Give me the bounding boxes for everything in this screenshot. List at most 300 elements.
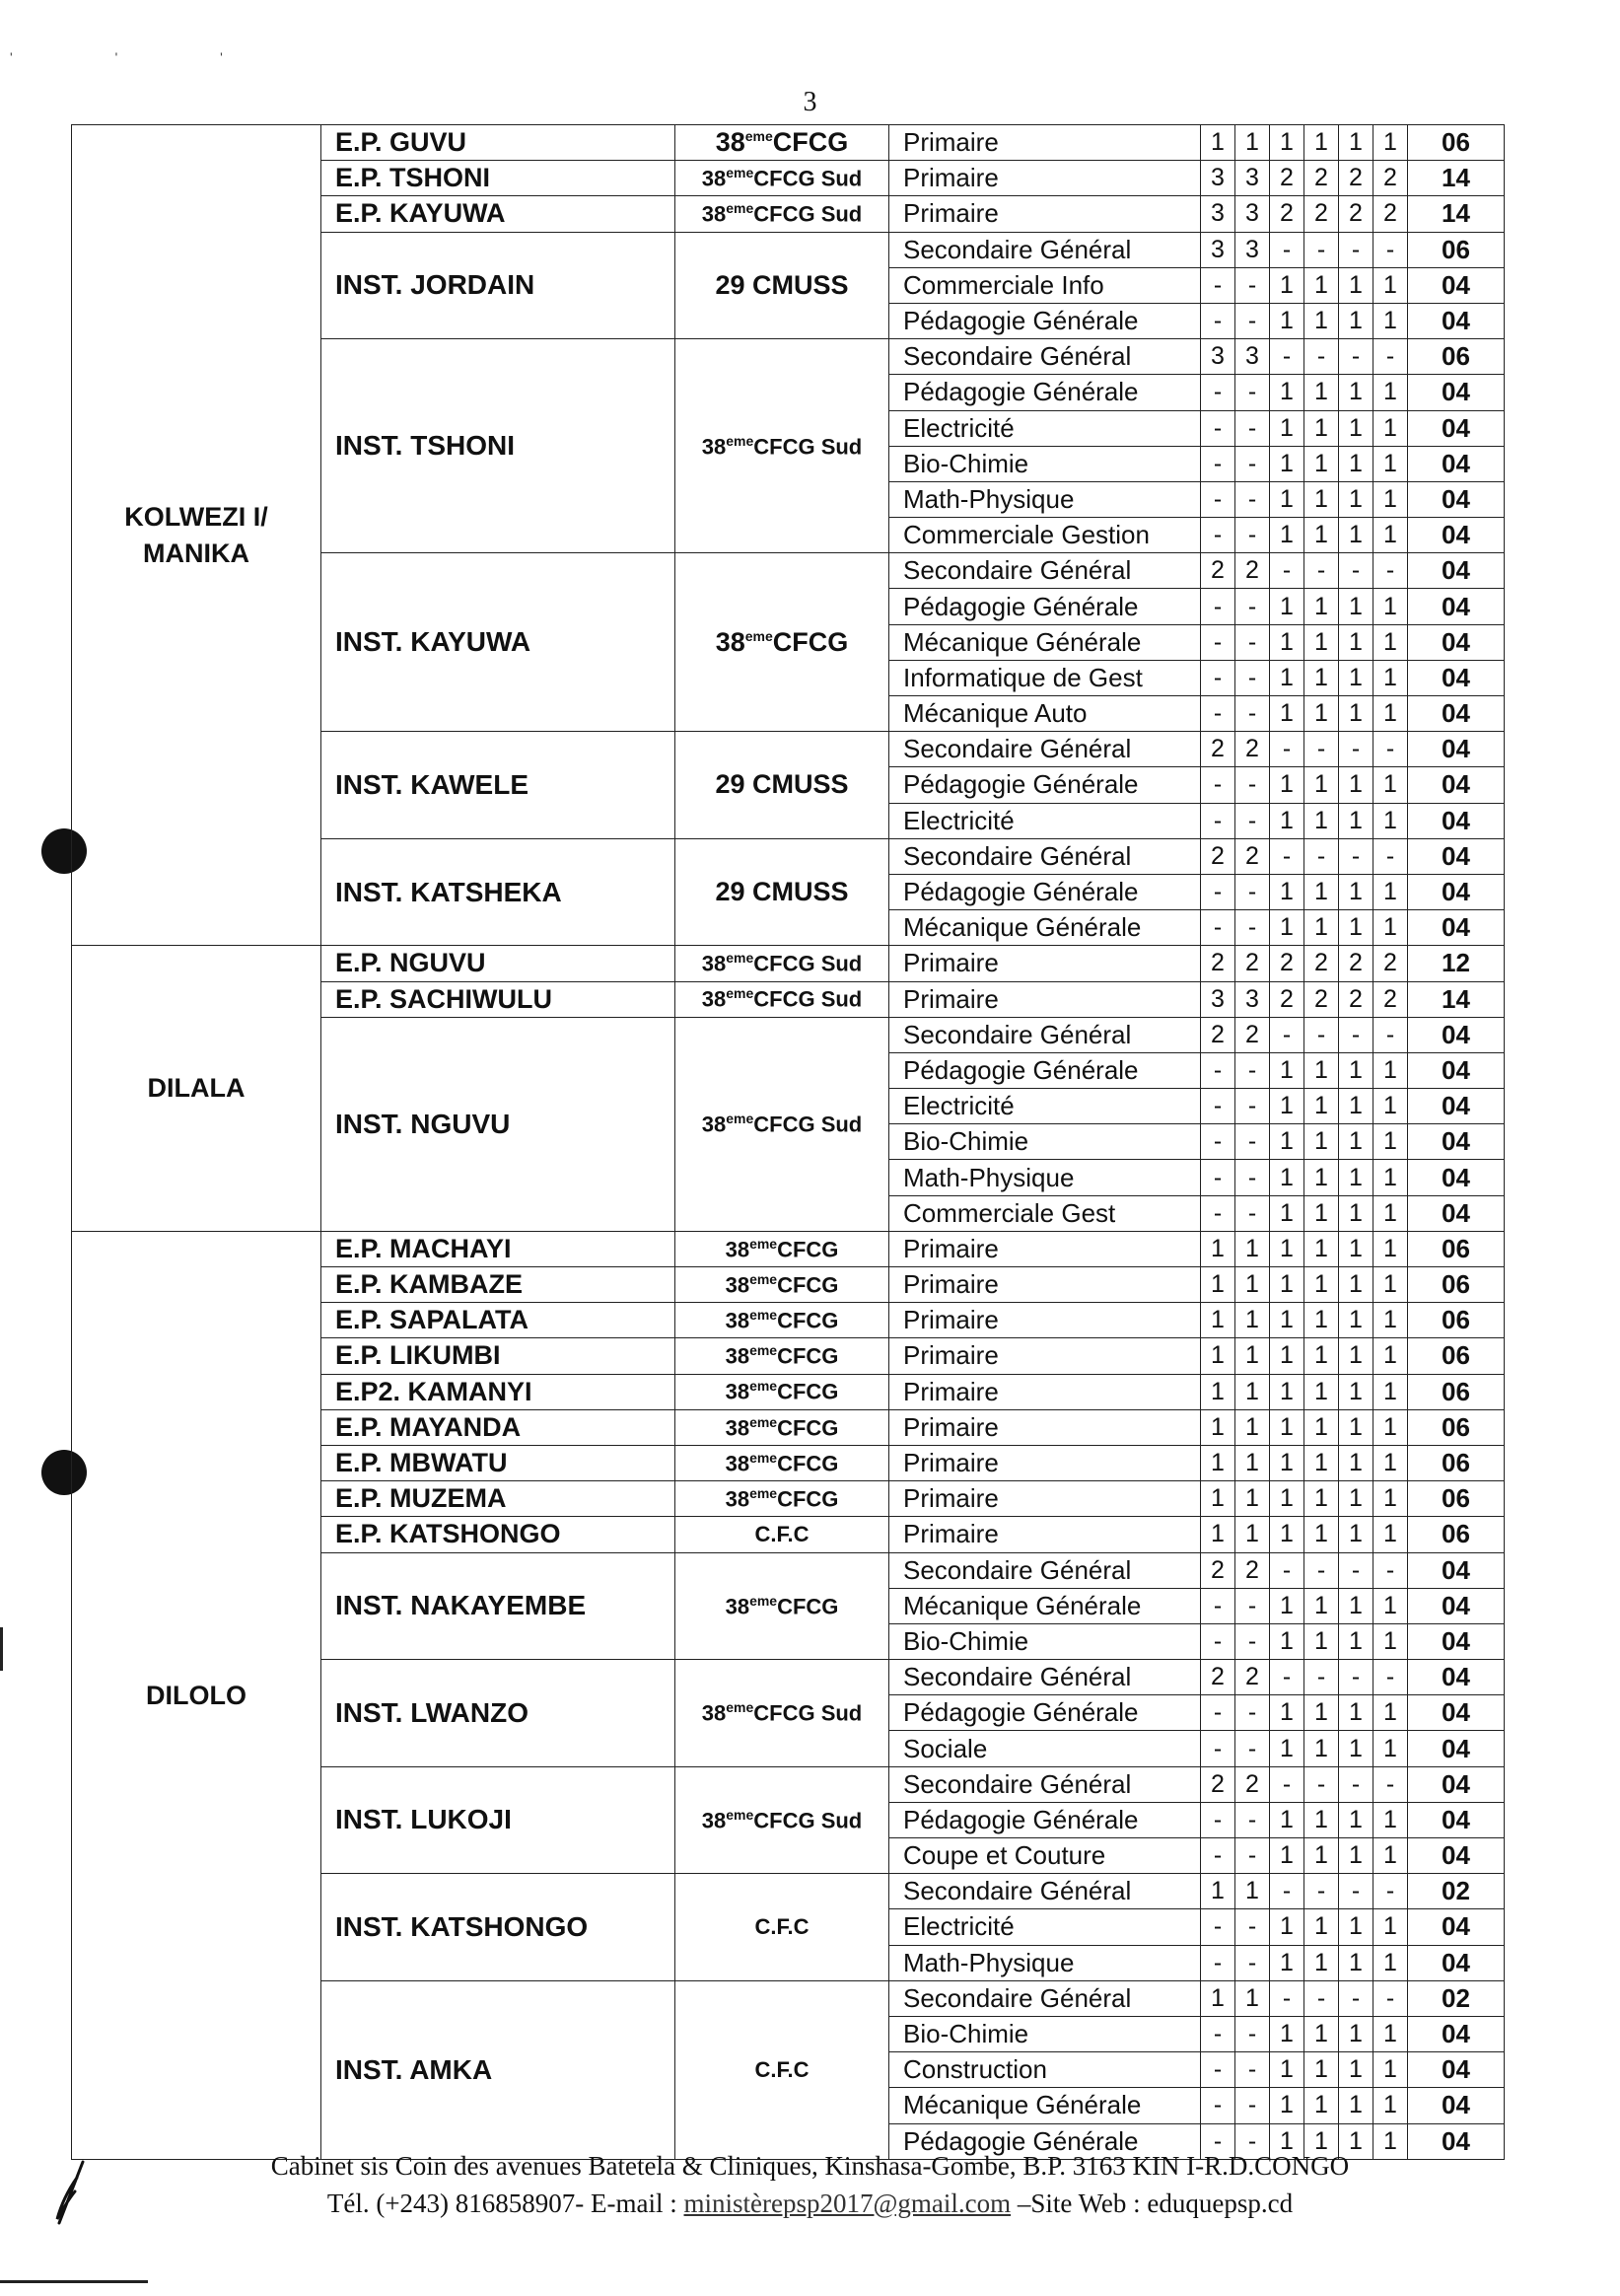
count-cell: - (1339, 1017, 1373, 1052)
count-cell: 1 (1304, 1481, 1339, 1517)
total-cell: 04 (1408, 624, 1505, 660)
count-cell: 1 (1201, 1338, 1235, 1374)
table-row (72, 946, 1505, 981)
total-cell: 04 (1408, 1089, 1505, 1124)
school-name-cell: E.P. KAMBAZE (321, 1267, 675, 1303)
section-cell: Math-Physique (889, 1160, 1201, 1195)
count-cell: 1 (1304, 410, 1339, 446)
count-cell: 1 (1339, 1124, 1373, 1160)
count-cell: 1 (1270, 624, 1304, 660)
center-cell: 29 CMUSS (675, 838, 889, 946)
count-cell: 1 (1270, 874, 1304, 909)
count-cell: - (1304, 838, 1339, 874)
center-cell: 38emeCFCG Sud (675, 339, 889, 553)
count-cell: 2 (1304, 981, 1339, 1017)
count-cell: 1 (1304, 1338, 1339, 1374)
count-cell: - (1201, 1909, 1235, 1945)
count-cell: 1 (1270, 2016, 1304, 2051)
footer-address: Cabinet sis Coin des avenues Batetela & Cliniques, Kinshasa-Gombe, B.P. 3163 KIN I-R.D.CONGO (270, 2151, 1350, 2181)
count-cell: - (1235, 1945, 1270, 1980)
count-cell: 1 (1201, 1409, 1235, 1445)
count-cell: 2 (1235, 946, 1270, 981)
center-cell: 38emeCFCG (675, 1374, 889, 1409)
count-cell: 1 (1270, 910, 1304, 946)
count-cell: 1 (1235, 1303, 1270, 1338)
count-cell: 1 (1339, 1231, 1373, 1266)
count-cell: 2 (1270, 196, 1304, 232)
total-cell: 04 (1408, 2016, 1505, 2051)
count-cell: 1 (1201, 1980, 1235, 2016)
count-cell: - (1304, 232, 1339, 267)
total-cell: 04 (1408, 1731, 1505, 1766)
count-cell: 1 (1339, 767, 1373, 803)
center-cell: 38emeCFCG Sud (675, 196, 889, 232)
count-cell: 1 (1270, 1802, 1304, 1837)
count-cell: 1 (1339, 2052, 1373, 2088)
count-cell: 1 (1373, 125, 1408, 161)
count-cell: - (1235, 518, 1270, 553)
count-cell: - (1373, 1017, 1408, 1052)
total-cell: 04 (1408, 1802, 1505, 1837)
school-name-cell: INST. LWANZO (321, 1660, 675, 1767)
center-cell: 29 CMUSS (675, 232, 889, 339)
count-cell: 1 (1339, 446, 1373, 481)
count-cell: 1 (1373, 660, 1408, 695)
count-cell: - (1235, 767, 1270, 803)
count-cell: 2 (1373, 161, 1408, 196)
section-cell: Bio-Chimie (889, 2016, 1201, 2051)
table-row (72, 125, 1505, 161)
total-cell: 06 (1408, 1231, 1505, 1266)
count-cell: - (1339, 1552, 1373, 1588)
count-cell: 1 (1339, 1731, 1373, 1766)
count-cell: - (1235, 2052, 1270, 2088)
school-name-cell: E.P. GUVU (321, 125, 675, 161)
count-cell: 1 (1339, 1374, 1373, 1409)
count-cell: 1 (1339, 589, 1373, 624)
count-cell: - (1373, 838, 1408, 874)
school-name-cell: INST. NAKAYEMBE (321, 1552, 675, 1660)
count-cell: - (1270, 1017, 1304, 1052)
school-name-cell: INST. KATSHEKA (321, 838, 675, 946)
count-cell: 1 (1304, 660, 1339, 695)
count-cell: 1 (1270, 2088, 1304, 2123)
school-name-cell: E.P. TSHONI (321, 161, 675, 196)
count-cell: 1 (1270, 1052, 1304, 1088)
count-cell: 1 (1235, 1874, 1270, 1909)
count-cell: 1 (1270, 1124, 1304, 1160)
count-cell: 1 (1373, 1588, 1408, 1623)
section-cell: Primaire (889, 1409, 1201, 1445)
count-cell: - (1235, 1124, 1270, 1160)
count-cell: 2 (1201, 946, 1235, 981)
count-cell: 1 (1304, 2123, 1339, 2159)
count-cell: - (1235, 446, 1270, 481)
count-cell: - (1270, 232, 1304, 267)
count-cell: - (1235, 375, 1270, 410)
total-cell: 04 (1408, 518, 1505, 553)
section-cell: Primaire (889, 1374, 1201, 1409)
count-cell: 1 (1304, 2052, 1339, 2088)
section-cell: Bio-Chimie (889, 1623, 1201, 1659)
count-cell: 1 (1339, 696, 1373, 732)
count-cell: 1 (1339, 518, 1373, 553)
count-cell: 1 (1304, 1374, 1339, 1409)
section-cell: Pédagogie Générale (889, 767, 1201, 803)
section-cell: Mécanique Auto (889, 696, 1201, 732)
section-cell: Pédagogie Générale (889, 589, 1201, 624)
count-cell: 2 (1201, 1660, 1235, 1695)
school-name-cell: E.P2. KAMANYI (321, 1374, 675, 1409)
total-cell: 04 (1408, 732, 1505, 767)
count-cell: - (1201, 303, 1235, 338)
school-name-cell: E.P. KAYUWA (321, 196, 675, 232)
count-cell: - (1201, 624, 1235, 660)
count-cell: - (1373, 1766, 1408, 1802)
count-cell: - (1201, 589, 1235, 624)
count-cell: 1 (1270, 803, 1304, 838)
count-cell: 2 (1373, 981, 1408, 1017)
total-cell: 06 (1408, 339, 1505, 375)
count-cell: - (1304, 1980, 1339, 2016)
count-cell: - (1339, 1766, 1373, 1802)
count-cell: 1 (1339, 303, 1373, 338)
total-cell: 06 (1408, 1374, 1505, 1409)
scan-specks: ' ' ' (10, 49, 272, 65)
count-cell: 1 (1373, 589, 1408, 624)
total-cell: 04 (1408, 2088, 1505, 2123)
count-cell: 1 (1304, 303, 1339, 338)
total-cell: 04 (1408, 1660, 1505, 1695)
count-cell: - (1201, 1124, 1235, 1160)
count-cell: 1 (1373, 1802, 1408, 1837)
total-cell: 04 (1408, 696, 1505, 732)
count-cell: - (1201, 803, 1235, 838)
count-cell: 3 (1201, 196, 1235, 232)
count-cell: 1 (1304, 481, 1339, 517)
count-cell: 1 (1304, 375, 1339, 410)
count-cell: 1 (1270, 1517, 1304, 1552)
count-cell: 1 (1304, 696, 1339, 732)
count-cell: 3 (1201, 339, 1235, 375)
count-cell: - (1235, 2016, 1270, 2051)
count-cell: - (1235, 624, 1270, 660)
count-cell: 2 (1373, 196, 1408, 232)
count-cell: 1 (1270, 518, 1304, 553)
count-cell: 1 (1339, 1623, 1373, 1659)
section-cell: Bio-Chimie (889, 446, 1201, 481)
count-cell: 3 (1235, 161, 1270, 196)
section-cell: Secondaire Général (889, 838, 1201, 874)
count-cell: 1 (1339, 660, 1373, 695)
count-cell: - (1235, 874, 1270, 909)
count-cell: - (1373, 232, 1408, 267)
count-cell: 3 (1235, 232, 1270, 267)
count-cell: 1 (1339, 1945, 1373, 1980)
superscript: eme (749, 1413, 778, 1430)
count-cell: 1 (1270, 1374, 1304, 1409)
count-cell: 1 (1339, 1303, 1373, 1338)
count-cell: 1 (1270, 1267, 1304, 1303)
center-cell: 38emeCFCG Sud (675, 1766, 889, 1874)
count-cell: 1 (1373, 696, 1408, 732)
total-cell: 06 (1408, 1517, 1505, 1552)
allocation-table (71, 124, 1505, 2160)
count-cell: 1 (1339, 910, 1373, 946)
count-cell: 1 (1304, 1303, 1339, 1338)
count-cell: 1 (1304, 1623, 1339, 1659)
count-cell: 1 (1373, 1909, 1408, 1945)
count-cell: - (1201, 481, 1235, 517)
school-name-cell: E.P. NGUVU (321, 946, 675, 981)
count-cell: 1 (1373, 1338, 1408, 1374)
total-cell: 14 (1408, 161, 1505, 196)
count-cell: 1 (1339, 1338, 1373, 1374)
count-cell: - (1270, 553, 1304, 589)
count-cell: 2 (1339, 981, 1373, 1017)
total-cell: 06 (1408, 1267, 1505, 1303)
count-cell: 1 (1304, 1231, 1339, 1266)
school-name-cell: INST. LUKOJI (321, 1766, 675, 1874)
count-cell: 2 (1339, 196, 1373, 232)
count-cell: 1 (1304, 767, 1339, 803)
count-cell: 1 (1339, 1052, 1373, 1088)
count-cell: - (1270, 1980, 1304, 2016)
count-cell: 1 (1373, 1623, 1408, 1659)
footer-phone: Tél. (+243) 816858907- E-mail : (326, 2188, 684, 2218)
count-cell: 2 (1270, 161, 1304, 196)
count-cell: 1 (1373, 1231, 1408, 1266)
count-cell: 2 (1235, 553, 1270, 589)
count-cell: 1 (1304, 1588, 1339, 1623)
count-cell: 1 (1201, 1517, 1235, 1552)
count-cell: 1 (1304, 518, 1339, 553)
count-cell: - (1201, 446, 1235, 481)
count-cell: - (1373, 1660, 1408, 1695)
count-cell: 1 (1373, 1195, 1408, 1231)
count-cell: - (1339, 1874, 1373, 1909)
count-cell: - (1235, 660, 1270, 695)
center-cell: 38emeCFCG Sud (675, 981, 889, 1017)
count-cell: 1 (1235, 1338, 1270, 1374)
count-cell: 1 (1304, 624, 1339, 660)
count-cell: 2 (1201, 1766, 1235, 1802)
count-cell: 2 (1201, 1017, 1235, 1052)
count-cell: - (1304, 553, 1339, 589)
count-cell: 1 (1270, 1231, 1304, 1266)
center-cell: 38emeCFCG (675, 1338, 889, 1374)
count-cell: 1 (1201, 1445, 1235, 1480)
count-cell: 1 (1201, 1374, 1235, 1409)
superscript: eme (726, 432, 754, 449)
center-cell: 38emeCFCG (675, 1409, 889, 1445)
count-cell: 1 (1201, 1481, 1235, 1517)
count-cell: - (1235, 1838, 1270, 1874)
total-cell: 06 (1408, 1338, 1505, 1374)
count-cell: - (1235, 1802, 1270, 1837)
count-cell: 2 (1201, 838, 1235, 874)
section-cell: Commerciale Gestion (889, 518, 1201, 553)
count-cell: 2 (1373, 946, 1408, 981)
count-cell: 1 (1373, 2088, 1408, 2123)
count-cell: - (1270, 838, 1304, 874)
count-cell: 2 (1235, 1552, 1270, 1588)
count-cell: 1 (1270, 660, 1304, 695)
count-cell: - (1235, 410, 1270, 446)
region-cell: DILOLO (72, 1231, 321, 2159)
superscript: eme (726, 1111, 754, 1127)
count-cell: 1 (1373, 1089, 1408, 1124)
section-cell: Pédagogie Générale (889, 375, 1201, 410)
count-cell: - (1201, 660, 1235, 695)
count-cell: 1 (1339, 1409, 1373, 1445)
count-cell: 1 (1373, 1945, 1408, 1980)
count-cell: - (1235, 2088, 1270, 2123)
count-cell: 1 (1270, 1445, 1304, 1480)
count-cell: 1 (1235, 125, 1270, 161)
count-cell: 1 (1373, 267, 1408, 303)
count-cell: - (1201, 767, 1235, 803)
center-cell: 38emeCFCG (675, 1445, 889, 1480)
total-cell: 02 (1408, 1874, 1505, 1909)
section-cell: Mécanique Générale (889, 624, 1201, 660)
count-cell: 1 (1304, 1802, 1339, 1837)
school-name-cell: INST. JORDAIN (321, 232, 675, 339)
superscript: eme (726, 165, 754, 181)
count-cell: - (1235, 481, 1270, 517)
count-cell: 1 (1235, 1374, 1270, 1409)
total-cell: 04 (1408, 1945, 1505, 1980)
count-cell: 1 (1235, 1517, 1270, 1552)
count-cell: 2 (1235, 1660, 1270, 1695)
count-cell: - (1201, 696, 1235, 732)
total-cell: 04 (1408, 410, 1505, 446)
total-cell: 06 (1408, 1445, 1505, 1480)
count-cell: 1 (1304, 125, 1339, 161)
count-cell: 1 (1270, 125, 1304, 161)
total-cell: 06 (1408, 232, 1505, 267)
count-cell: 2 (1339, 161, 1373, 196)
section-cell: Secondaire Général (889, 339, 1201, 375)
total-cell: 04 (1408, 910, 1505, 946)
total-cell: 04 (1408, 267, 1505, 303)
superscript: eme (749, 1485, 778, 1502)
page-footer (0, 2148, 1620, 2223)
footer-email-link[interactable]: ministèrepsp2017@gmail.com (683, 2188, 1012, 2218)
count-cell: - (1270, 1874, 1304, 1909)
total-cell: 04 (1408, 1588, 1505, 1623)
count-cell: 1 (1304, 1089, 1339, 1124)
total-cell: 06 (1408, 1481, 1505, 1517)
count-cell: 1 (1373, 375, 1408, 410)
center-cell: 38emeCFCG (675, 125, 889, 161)
center-cell: 38emeCFCG (675, 553, 889, 732)
count-cell: 1 (1339, 624, 1373, 660)
count-cell: - (1235, 1695, 1270, 1731)
count-cell: - (1201, 1195, 1235, 1231)
count-cell: 1 (1373, 1303, 1408, 1338)
count-cell: 2 (1235, 1017, 1270, 1052)
count-cell: 1 (1304, 267, 1339, 303)
total-cell: 12 (1408, 946, 1505, 981)
count-cell: 1 (1339, 1695, 1373, 1731)
count-cell: 1 (1270, 1695, 1304, 1731)
count-cell: 1 (1304, 1052, 1339, 1088)
count-cell: 1 (1235, 1409, 1270, 1445)
count-cell: 1 (1304, 1838, 1339, 1874)
count-cell: - (1201, 267, 1235, 303)
count-cell: 1 (1339, 125, 1373, 161)
count-cell: - (1235, 1052, 1270, 1088)
superscript: eme (744, 627, 773, 644)
school-name-cell: INST. AMKA (321, 1980, 675, 2159)
count-cell: - (1201, 1802, 1235, 1837)
count-cell: - (1373, 1874, 1408, 1909)
count-cell: - (1373, 553, 1408, 589)
count-cell: 1 (1373, 624, 1408, 660)
count-cell: 2 (1235, 838, 1270, 874)
section-cell: Primaire (889, 125, 1201, 161)
count-cell: 1 (1373, 410, 1408, 446)
superscript: eme (726, 985, 754, 1002)
superscript: eme (749, 1449, 778, 1466)
count-cell: 2 (1270, 981, 1304, 1017)
school-name-cell: INST. KAWELE (321, 732, 675, 839)
count-cell: 1 (1373, 2016, 1408, 2051)
count-cell: - (1304, 732, 1339, 767)
count-cell: 2 (1235, 1766, 1270, 1802)
section-cell: Commerciale Info (889, 267, 1201, 303)
count-cell: 1 (1270, 1731, 1304, 1766)
count-cell: - (1235, 1623, 1270, 1659)
section-cell: Pédagogie Générale (889, 1695, 1201, 1731)
count-cell: 3 (1201, 232, 1235, 267)
count-cell: 1 (1339, 1517, 1373, 1552)
section-cell: Primaire (889, 946, 1201, 981)
superscript: eme (749, 1342, 778, 1359)
count-cell: 1 (1304, 1517, 1339, 1552)
section-cell: Primaire (889, 1303, 1201, 1338)
count-cell: - (1201, 410, 1235, 446)
count-cell: 3 (1201, 981, 1235, 1017)
count-cell: 1 (1373, 1374, 1408, 1409)
count-cell: - (1201, 1588, 1235, 1623)
section-cell: Bio-Chimie (889, 1124, 1201, 1160)
school-name-cell: E.P. KATSHONGO (321, 1517, 675, 1552)
count-cell: - (1235, 1909, 1270, 1945)
section-cell: Electricité (889, 1909, 1201, 1945)
count-cell: - (1339, 1980, 1373, 2016)
count-cell: 2 (1201, 1552, 1235, 1588)
count-cell: - (1339, 732, 1373, 767)
count-cell: 1 (1304, 1409, 1339, 1445)
count-cell: 1 (1270, 1195, 1304, 1231)
superscript: eme (726, 200, 754, 217)
count-cell: - (1235, 803, 1270, 838)
count-cell: 1 (1270, 2052, 1304, 2088)
section-cell: Secondaire Général (889, 232, 1201, 267)
count-cell: 1 (1270, 1160, 1304, 1195)
count-cell: 1 (1339, 267, 1373, 303)
total-cell: 04 (1408, 1017, 1505, 1052)
count-cell: 1 (1235, 1445, 1270, 1480)
count-cell: 1 (1373, 1267, 1408, 1303)
count-cell: 1 (1339, 1267, 1373, 1303)
count-cell: 1 (1339, 410, 1373, 446)
section-cell: Commerciale Gest (889, 1195, 1201, 1231)
count-cell: - (1373, 732, 1408, 767)
count-cell: - (1235, 303, 1270, 338)
